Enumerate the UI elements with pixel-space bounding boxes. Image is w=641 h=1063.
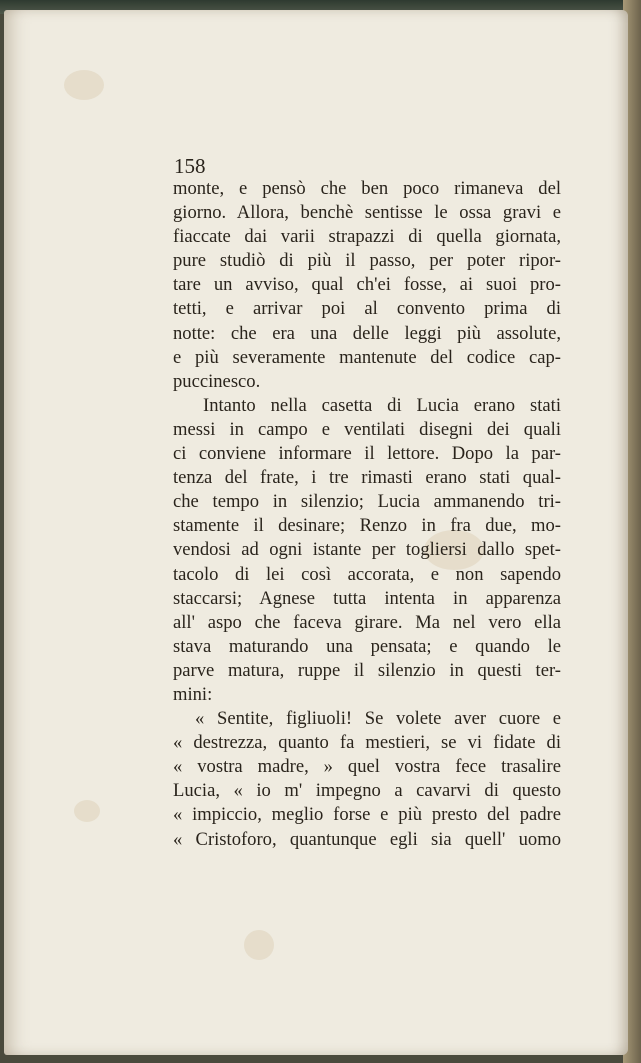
text-line: fiaccate dai varii strapazzi di quella giornata, [173,226,561,248]
text-line: che tempo in silenzio; Lucia ammanendo tri- [173,491,561,513]
page-number: 158 [174,154,206,178]
text-line: notte: che era una delle leggi più assolute, [173,322,561,344]
text-line: tare un avviso, qual ch'ei fosse, ai suoi pro- [173,274,561,296]
text-line: all' aspo che faceva girare. Ma nel vero ella [173,611,561,633]
text-line: « Cristoforo, quantunque egli sia quell' uomo [173,828,561,850]
text-line: « Sentite, figliuoli! Se volete aver cuore e [195,708,561,730]
text-line: « impiccio, meglio forse e più presto del padre [173,804,561,826]
text-line: tacolo di lei così accorata, e non sapendo [173,563,561,585]
text-line: tenza del frate, i tre rimasti erano stati qual- [173,467,561,489]
text-line: Lucia, « io m' impegno a cavarvi di questo [173,780,561,802]
body-text [173,177,561,852]
text-line: messi in campo e ventilati disegni dei quali [173,418,561,440]
text-line: e più severamente mantenute del codice cap- [173,346,561,368]
text-line: parve matura, ruppe il silenzio in questi ter- [173,659,561,681]
text-line: ci conviene informare il lettore. Dopo la par- [173,443,561,465]
text-line: mini: [173,683,213,705]
text-line: stamente il desinare; Renzo in fra due, mo- [173,515,561,537]
foxing-spot [64,70,104,100]
text-line: puccinesco. [173,370,261,392]
text-line: tetti, e arrivar poi al convento prima di [173,298,561,320]
text-line: Intanto nella casetta di Lucia erano stati [203,394,561,416]
text-line: giorno. Allora, benchè sentisse le ossa gravi e [173,202,561,224]
text-line: staccarsi; Agnese tutta intenta in apparenza [173,587,561,609]
foxing-spot [74,800,100,822]
foxing-spot [244,930,274,960]
text-line: « vostra madre, » quel vostra fece trasalire [173,756,561,778]
text-line: vendosi ad ogni istante per togliersi dallo spet- [173,539,561,561]
text-line: « destrezza, quanto fa mestieri, se vi fidate di [173,732,561,754]
text-line: monte, e pensò che ben poco rimaneva del [173,178,561,199]
text-line: pure studiò di più il passo, per poter ripor- [173,250,561,272]
text-line: stava maturando una pensata; e quando le [173,635,561,657]
